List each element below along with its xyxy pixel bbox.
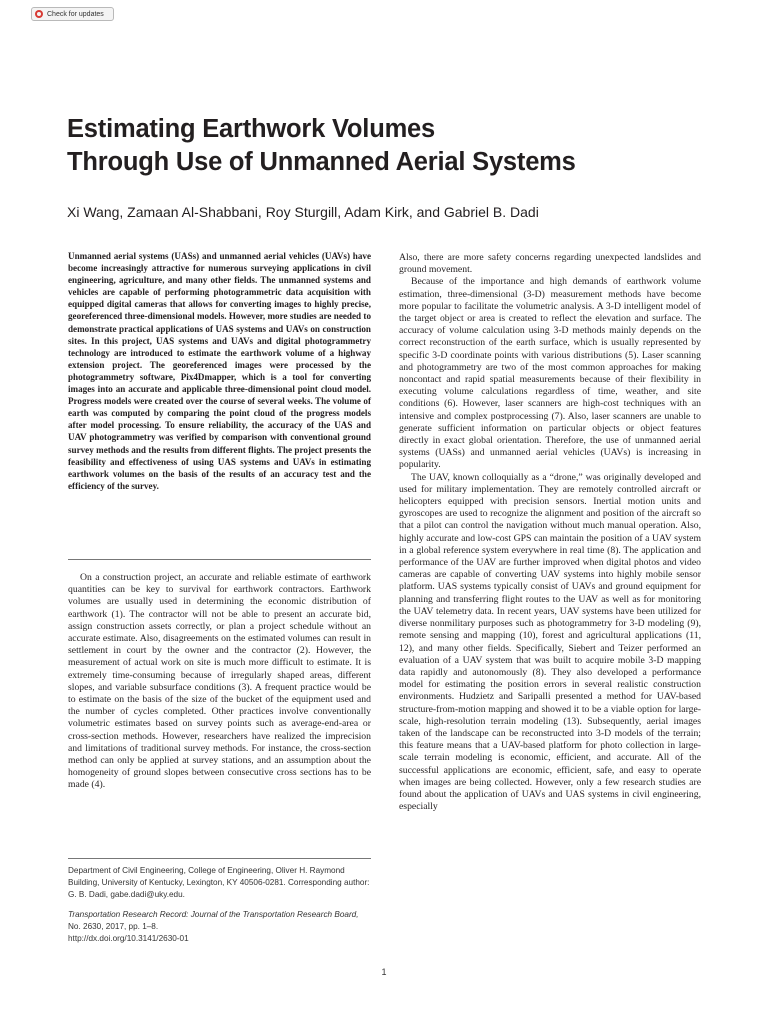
abstract-text: Unmanned aerial systems (UASs) and unmanned aerial vehicles (UAVs) have become increasingly attractive for numerous surveying applications in civil engineering, agriculture, and many other fields. The unmanned systems and vehicles are capable of performing photogrammetric data acquisition with equipped digital cameras that allows for converting images to highly precise, georeferenced three-dimensional models. However, more studies are needed to demonstrate practical applications of UAS systems and UAVs on construction sites. In this project, UAS systems and UAVs and digital photogrammetry technology are introduced to estimate the earthwork volume of a highway extension project. The georeferenced images were processed by the photogrammetry software, Pix4Dmapper, which is a tool for converting images into an accurate and applicable three-dimensional point cloud model. Progress models were created over the course of several weeks. The volume of earth was computed by comparing the point cloud of the progress models after model processing. To ensure reliability, the accuracy of the UAS and UAV photogrammetry was verified by comparison with conventional ground survey methods and the results from different flights. The project presents the feasibility and effectiveness of using UAS systems and UAVs in estimating earthwork volumes on the basis of the results of an accuracy test and the efficiency of the survey. bbox=[68, 251, 371, 491]
footnote-divider bbox=[68, 858, 371, 859]
abstract bbox=[68, 250, 371, 492]
intro-paragraph: On a construction project, an accurate and reliable estimate of earthwork quantities can be key to survival for earthwork contractors. Earthwork volumes are usually used in determining the economic distribution of earthwork (1). The contractor will not be able to present an accurate bid, assign construction assets correctly, or plan a project schedule without an accurate estimate. Also, disagreements on the estimated volumes can result in settlement in court by the owner and the contractor (2). However, the measurement of actual work on site is much more difficult to estimate. It is extremely time-consuming because of irregularly shaped areas, different slopes, and variable subsurface conditions (3). A frequent practice would be to estimate on the basis of the size of the bucket of the equipment used and the number of cycles completed. Other practices involve conventionally volumetric estimates based on survey points such as average-end-area or cross-section methods. However, researchers have realized the imprecision and limitations of traditional survey methods. For instance, the cross-section method can only be applied at survey stations, and an assumption about the homogeneity of ground slopes between consecutive cross sections has to be made (4). bbox=[68, 572, 371, 791]
right-column bbox=[399, 252, 701, 813]
journal-title: Transportation Research Record: Journal of the Transportation Research Board, bbox=[68, 910, 359, 919]
abstract-divider bbox=[68, 559, 371, 560]
journal-doi[interactable]: http://dx.doi.org/10.3141/2630-01 bbox=[68, 934, 189, 943]
introduction bbox=[68, 572, 371, 792]
check-for-updates-badge[interactable] bbox=[31, 7, 114, 21]
author-list: Xi Wang, Zamaan Al-Shabbani, Roy Sturgill, Adam Kirk, and Gabriel B. Dadi bbox=[67, 204, 539, 220]
right-paragraph-1: Also, there are more safety concerns regarding unexpected landslides and ground movement. bbox=[399, 252, 701, 276]
journal-citation bbox=[68, 909, 371, 945]
check-for-updates-label: Check for updates bbox=[47, 10, 104, 18]
title-line-2: Through Use of Unmanned Aerial Systems bbox=[67, 148, 576, 176]
title-line-1: Estimating Earthwork Volumes bbox=[67, 115, 436, 143]
right-paragraph-3: The UAV, known colloquially as a “drone,” was originally developed and used for military implementation. They are remotely controlled aircraft or helicopters equipped with precision sensors. Inertial motion units and gyroscopes are used to recognize the alignment and position of the aircraft so that a pilot can control the navigation without much manual operation. Also, highly accurate and low-cost GPS can maintain the position of a UAV system in a global reference system everywhere in real time (8). The application and performance of the UAV are further improved when digital photos and video cameras are capable of converting UAV systems into highly mobile sensor platform. UAS systems typically consist of UAVs and ground equipment for planning and transferring flight routes to the UAV as well as for monitoring the UAV telemetry data. In recent years, UAV systems have been utilized for diverse nonmilitary purposes such as photogrammetry for 3-D modeling (9), remote sensing and mapping (10), forest and agricultural applications (11, 12), and many other fields. Specifically, Siebert and Teizer performed an evaluation of a UAV system that was built to acquire mobile 3-D mapping data rapidly and autonomously (8). They also developed a performance model for estimating the position errors in several realistic construction environments. Hudzietz and Saripalli presented a method for UAV-based structure-from-motion mapping and showed it to be a viable option for large-scale, high-resolution terrain modeling (13). Subsequently, aerial images taken of the landscape can be reconstructed into 3-D models of the terrain; this feature means that a UAV-based platform for photo collection in large-scale terrain modeling is economic, efficient, and accurate. All of the successful applications are economic, efficient, safe, and easy to operate when images are being collected. However, only a few research studies are found about the application of UAVs and UAS systems in civil engineering, especially bbox=[399, 471, 701, 813]
author-affiliation: Department of Civil Engineering, College of Engineering, Oliver H. Raymond Building, University of Kentucky, Lexington, KY 40506-0281. Corresponding author: G. B. Dadi, gabe.dadi@uky.edu. bbox=[68, 866, 370, 899]
right-paragraph-2: Because of the importance and high demands of earthwork volume estimation, three-dimensional (3-D) measurement methods have become more popular to facilitate the volumetric analysis. A 3-D intelligent model of the target object or area is created to reflect the elevation and surface. The accuracy of volume calculation using 3-D methods mainly depends on the correct reconstruction of the earth surface, which is usually represented by specific 3-D coordinate points with various distributions (5). Laser scanning and photogrammetry are two of the most common approaches for making noncontact and rapid spatial measurements because of their flexibility in executing volume calculations regardless of time, weather, and site conditions (6). However, laser scanners are high-cost techniques with an intensive and complex postprocessing (7). Also, laser scanners are unable to generate sufficient information on particular objects or object features directly in exact global orientation. Therefore, the use of unmanned aerial systems (UASs) and unmanned aerial vehicles (UAVs) is increasing in popularity. bbox=[399, 276, 701, 471]
check-for-updates-icon bbox=[35, 10, 43, 18]
article-title bbox=[67, 113, 707, 179]
page-number: 1 bbox=[381, 967, 387, 977]
journal-issue: No. 2630, 2017, pp. 1–8. bbox=[68, 922, 159, 931]
